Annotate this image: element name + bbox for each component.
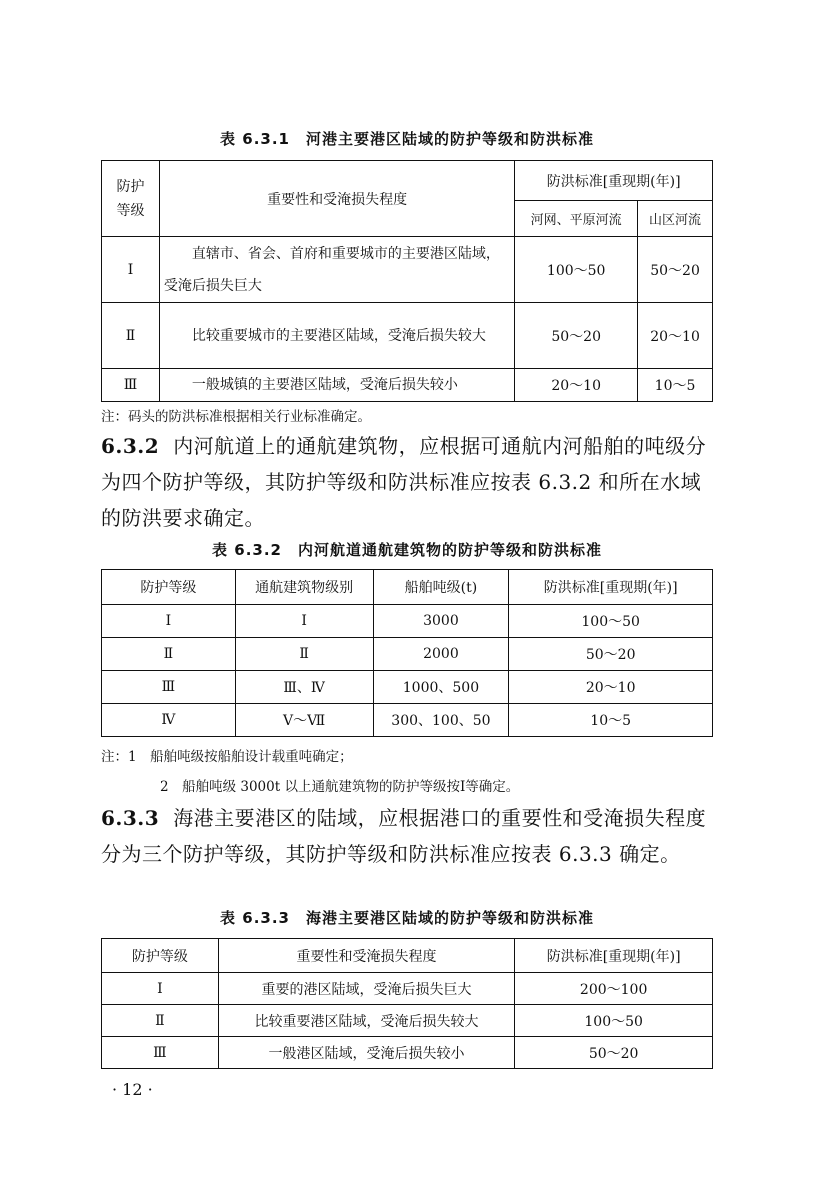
t3-standard: 50～20 [515, 1037, 713, 1069]
t2-header-standard: 防洪标准[重现期(年)] [509, 570, 713, 605]
table1-caption: 表 6.3.1 河港主要港区陆域的防护等级和防洪标准 [220, 130, 594, 148]
table-row [102, 973, 713, 1005]
page-number: · 12 · [112, 1080, 153, 1099]
table-row [102, 1037, 713, 1069]
t1-mountain: 10～5 [638, 369, 713, 402]
t1-plain: 20～10 [515, 369, 638, 402]
section-632-text: 内河航道上的通航建筑物，应根据可通航内河船舶的吨级分为四个防护等级，其防护等级和防洪标准应按表 6.3.2 和所在水域的防洪要求确定。 [101, 434, 707, 530]
t3-level: Ⅱ [102, 1005, 219, 1037]
table-row [102, 237, 713, 303]
t3-importance: 一般港区陆域，受淹后损失较小 [218, 1037, 514, 1069]
table1 [101, 160, 713, 402]
t1-level: Ⅰ [102, 237, 160, 303]
t1-level: Ⅱ [102, 303, 160, 369]
t1-mountain: 20～10 [638, 303, 713, 369]
t1-plain: 100～50 [515, 237, 638, 303]
t3-level: Ⅲ [102, 1037, 219, 1069]
table3 [101, 938, 713, 1069]
t1-plain: 50～20 [515, 303, 638, 369]
t2-tonnage: 1000、500 [373, 671, 509, 704]
table-row [102, 671, 713, 704]
table-row [102, 605, 713, 638]
table2-note-2: 2 船舶吨级 3000t 以上通航建筑物的防护等级按Ⅰ等确定。 [160, 779, 520, 795]
t2-building: Ⅴ～Ⅶ [235, 704, 373, 737]
table-row [102, 704, 713, 737]
section-633-text: 海港主要港区的陆域，应根据港口的重要性和受淹损失程度分为三个防护等级，其防护等级和防洪标准应按表 6.3.3 确定。 [101, 806, 707, 866]
t2-standard: 20～10 [509, 671, 713, 704]
section-632-number: 6.3.2 [101, 434, 160, 458]
t3-header-importance: 重要性和受淹损失程度 [218, 939, 514, 973]
section-633 [101, 800, 716, 872]
table1-note: 注：码头的防洪标准根据相关行业标准确定。 [101, 409, 371, 425]
t1-importance: 直辖市、省会、首府和重要城市的主要港区陆域，受淹后损失巨大 [159, 237, 514, 303]
t3-standard: 100～50 [515, 1005, 713, 1037]
t2-level: Ⅳ [102, 704, 236, 737]
t1-mountain: 50～20 [638, 237, 713, 303]
t2-level: Ⅱ [102, 638, 236, 671]
t2-header-level: 防护等级 [102, 570, 236, 605]
t2-header-tonnage: 船舶吨级(t) [373, 570, 509, 605]
t1-header-plain: 河网、平原河流 [515, 201, 638, 237]
t3-standard: 200～100 [515, 973, 713, 1005]
t1-header-standard: 防洪标准[重现期(年)] [515, 161, 713, 201]
t1-importance: 比较重要城市的主要港区陆域，受淹后损失较大 [159, 303, 514, 369]
t2-level: Ⅲ [102, 671, 236, 704]
table-row [102, 1005, 713, 1037]
table3-caption: 表 6.3.3 海港主要港区陆域的防护等级和防洪标准 [220, 909, 594, 927]
t2-building: Ⅰ [235, 605, 373, 638]
t2-building: Ⅲ、Ⅳ [235, 671, 373, 704]
section-633-number: 6.3.3 [101, 806, 160, 830]
t3-header-standard: 防洪标准[重现期(年)] [515, 939, 713, 973]
t2-tonnage: 3000 [373, 605, 509, 638]
t2-header-building: 通航建筑物级别 [235, 570, 373, 605]
t1-header-mountain: 山区河流 [638, 201, 713, 237]
t3-importance: 比较重要港区陆域，受淹后损失较大 [218, 1005, 514, 1037]
t1-level: Ⅲ [102, 369, 160, 402]
table-row [102, 369, 713, 402]
t2-standard: 50～20 [509, 638, 713, 671]
t1-header-level: 防护 等级 [102, 161, 160, 237]
t1-importance: 一般城镇的主要港区陆域，受淹后损失较小 [159, 369, 514, 402]
table2-caption: 表 6.3.2 内河航道通航建筑物的防护等级和防洪标准 [212, 541, 602, 559]
t3-header-level: 防护等级 [102, 939, 219, 973]
t3-importance: 重要的港区陆域，受淹后损失巨大 [218, 973, 514, 1005]
t2-standard: 10～5 [509, 704, 713, 737]
t2-tonnage: 300、100、50 [373, 704, 509, 737]
table-row [102, 303, 713, 369]
table2 [101, 569, 713, 737]
section-632 [101, 428, 716, 536]
t3-level: Ⅰ [102, 973, 219, 1005]
t1-header-importance: 重要性和受淹损失程度 [159, 161, 514, 237]
t2-standard: 100～50 [509, 605, 713, 638]
table2-note-1: 注：1 船舶吨级按船舶设计载重吨确定； [101, 749, 353, 765]
t2-building: Ⅱ [235, 638, 373, 671]
t2-tonnage: 2000 [373, 638, 509, 671]
t2-level: Ⅰ [102, 605, 236, 638]
table-row [102, 638, 713, 671]
